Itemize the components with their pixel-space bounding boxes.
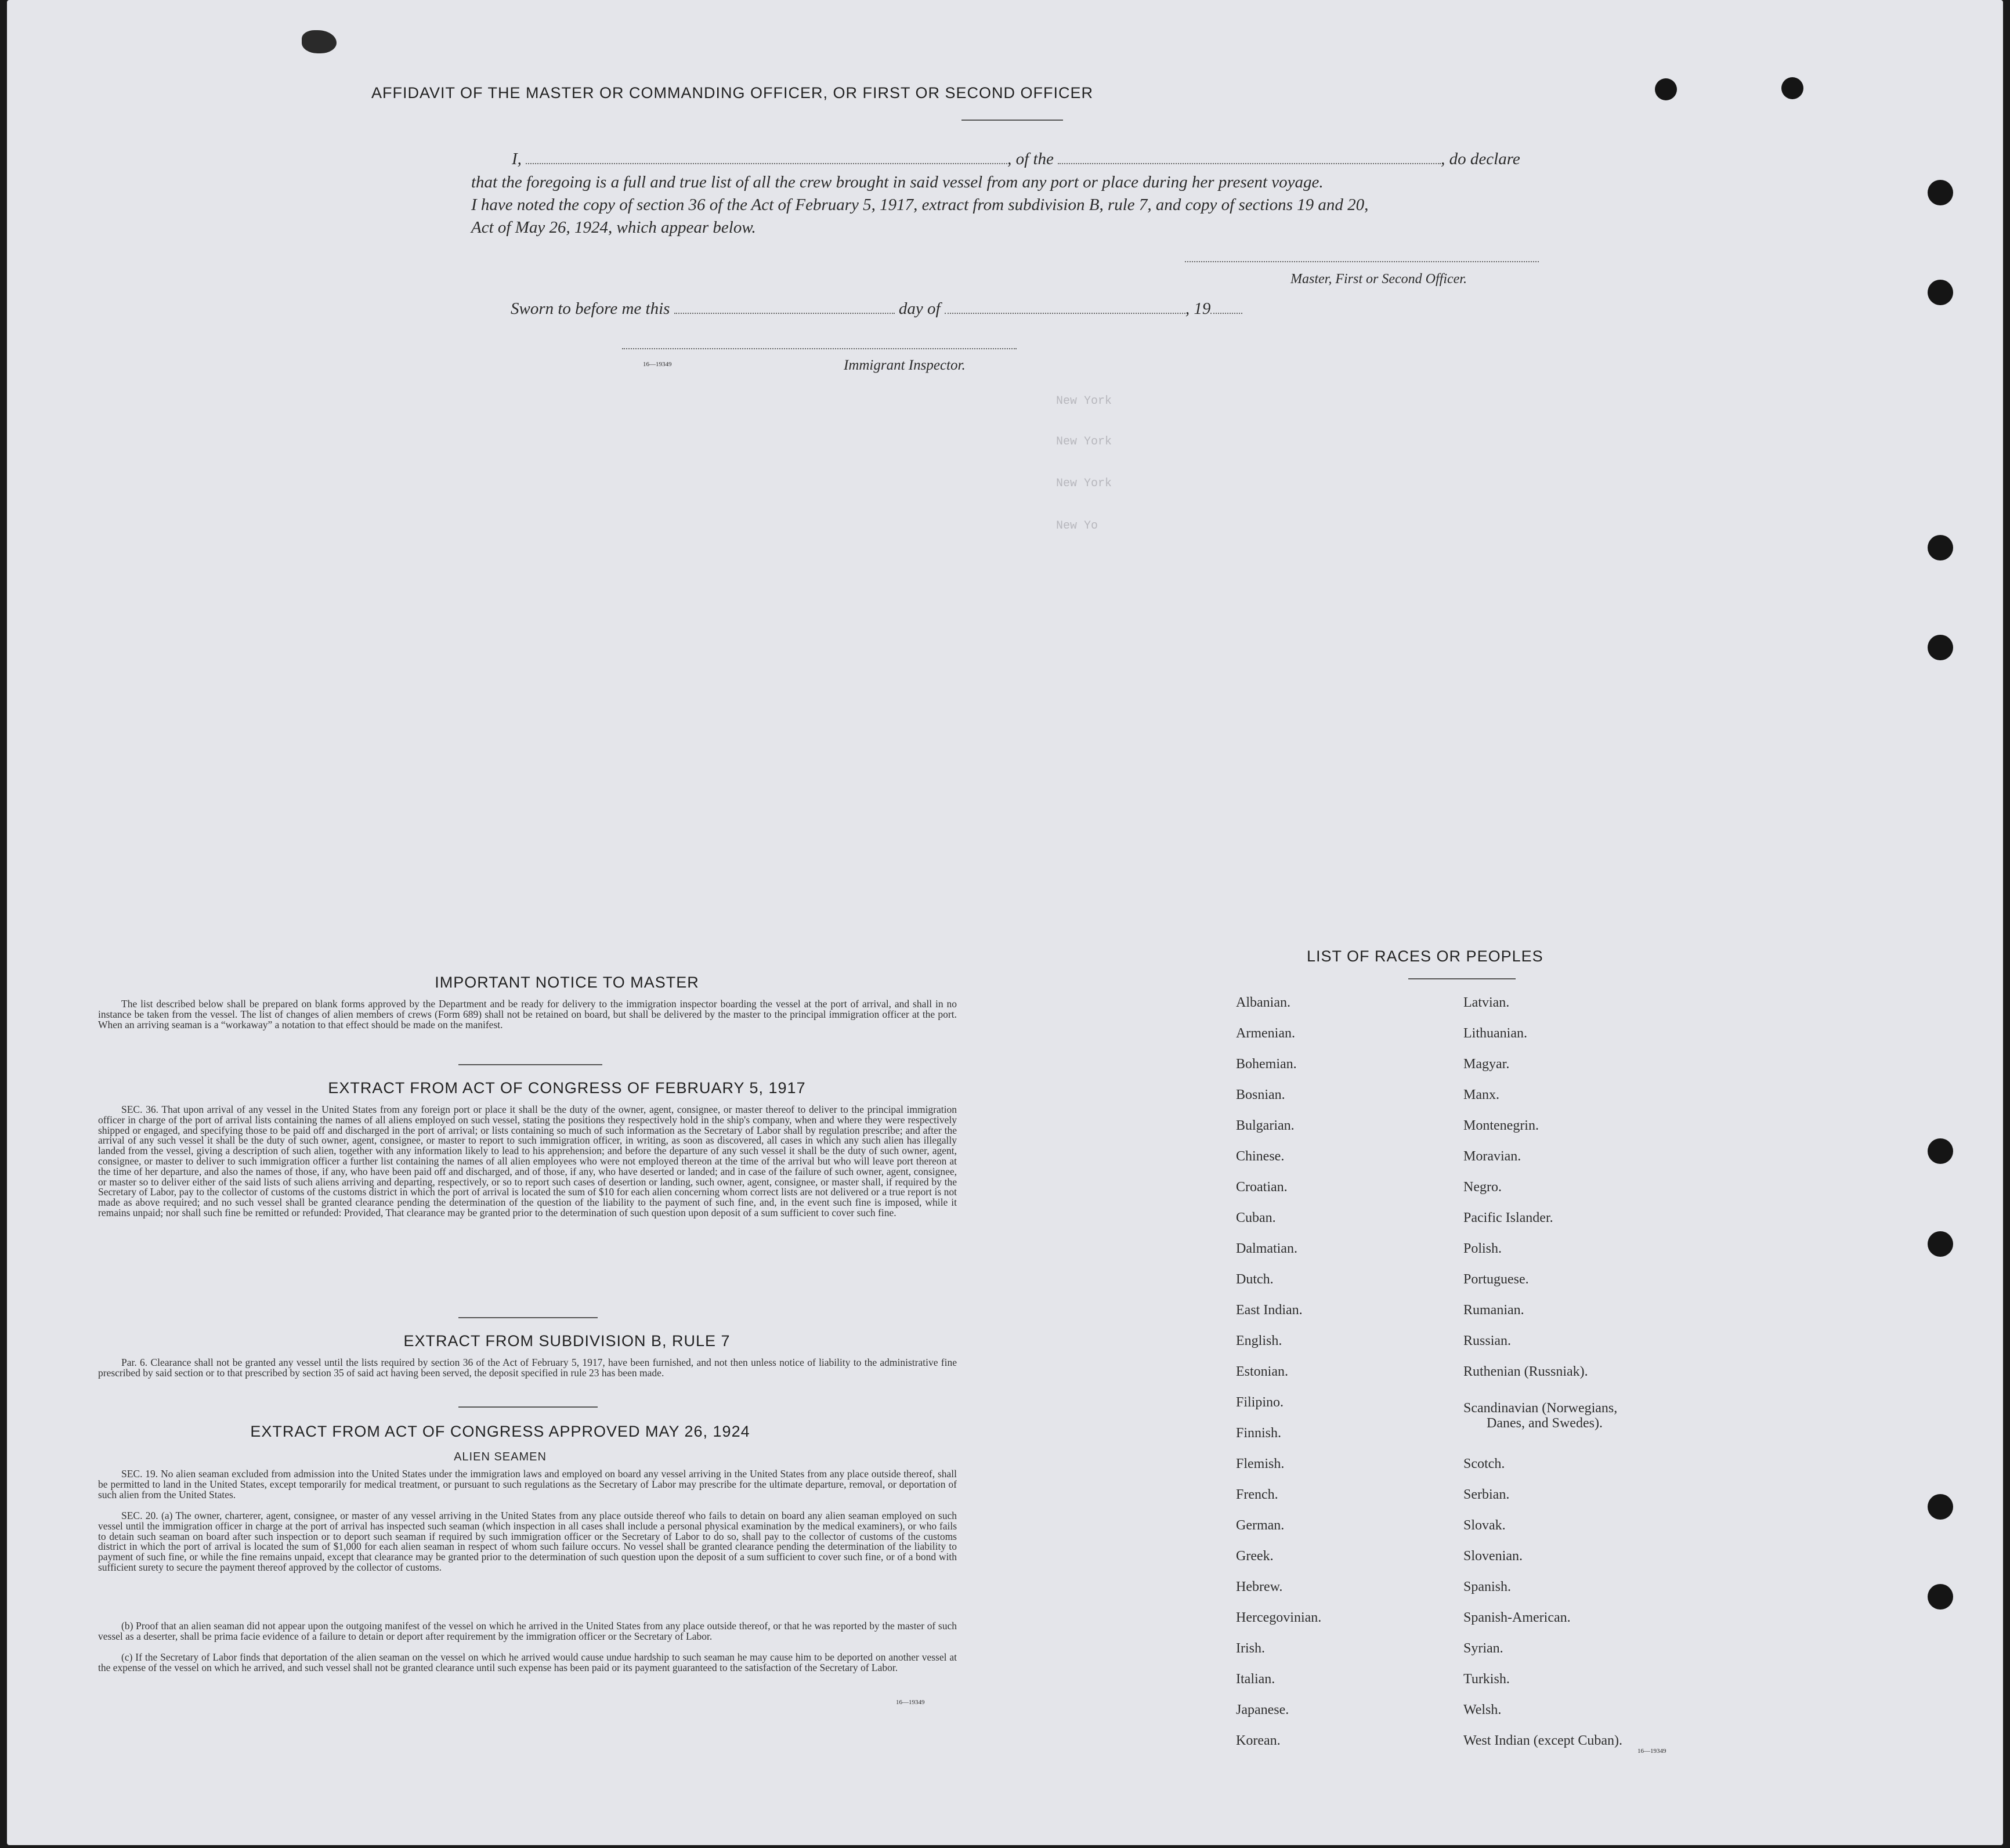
punch-hole xyxy=(1928,280,1953,305)
punch-hole xyxy=(1928,635,1953,660)
punch-hole xyxy=(1781,77,1803,99)
race-item: Greek. xyxy=(1236,1549,1274,1564)
race-item: Japanese. xyxy=(1236,1702,1289,1717)
sworn-day: day of xyxy=(898,299,941,318)
affidavit-line-3: I have noted the copy of section 36 of the Act of February 5, 1917, extract from subdivision B, rule 7, and copy of sections 19 and 20, xyxy=(471,196,1369,214)
notice-title: IMPORTANT NOTICE TO MASTER xyxy=(435,974,699,991)
race-item: Portuguese. xyxy=(1463,1272,1529,1287)
vessel-blank xyxy=(1058,163,1441,164)
affidavit-i: I, xyxy=(512,150,522,168)
punch-hole xyxy=(1928,1138,1953,1164)
punch-hole xyxy=(1928,1494,1953,1520)
races-title: LIST OF RACES OR PEOPLES xyxy=(1307,947,1543,965)
stamp-mark: New York xyxy=(1056,477,1112,490)
punch-hole xyxy=(1928,180,1953,205)
race-item: English. xyxy=(1236,1333,1282,1348)
race-item: Dalmatian. xyxy=(1236,1241,1297,1256)
divider xyxy=(458,1317,598,1318)
extract-1924-title: EXTRACT FROM ACT OF CONGRESS APPROVED MAY 26, 1924 xyxy=(250,1423,750,1440)
affidavit-line-4: Act of May 26, 1924, which appear below. xyxy=(471,218,756,237)
punch-hole xyxy=(1928,535,1953,560)
race-item: Chinese. xyxy=(1236,1149,1285,1164)
punch-hole xyxy=(1655,78,1677,100)
race-item: Turkish. xyxy=(1463,1672,1510,1687)
rule-7-title: EXTRACT FROM SUBDIVISION B, RULE 7 xyxy=(403,1332,731,1350)
race-item: Slovak. xyxy=(1463,1518,1506,1533)
divider xyxy=(458,1406,598,1408)
affidavit-line-2: that the foregoing is a full and true list of all the crew brought in said vessel from any port or place during her present voyage. xyxy=(471,173,1324,191)
alien-seamen-subtitle: ALIEN SEAMEN xyxy=(454,1451,547,1463)
punch-hole xyxy=(1928,1584,1953,1610)
race-item: Albanian. xyxy=(1236,995,1290,1010)
document-page xyxy=(7,0,2003,1845)
race-item: Syrian. xyxy=(1463,1641,1503,1656)
race-item: Manx. xyxy=(1463,1087,1499,1102)
race-item: Estonian. xyxy=(1236,1364,1288,1379)
race-item: French. xyxy=(1236,1487,1278,1502)
race-item: Bosnian. xyxy=(1236,1087,1285,1102)
race-item: East Indian. xyxy=(1236,1303,1303,1318)
race-item: Rumanian. xyxy=(1463,1303,1524,1318)
race-item: Magyar. xyxy=(1463,1057,1510,1072)
day-blank xyxy=(674,313,895,314)
form-number: 16—19349 xyxy=(1637,1748,1666,1755)
inspector-blank xyxy=(622,348,1017,349)
sec-19-text: SEC. 19. No alien seaman excluded from admission into the United States under the immigration laws and employed on board any vessel arriving in the United States from any place outside thereof, shall be permitted to land in the United States, except temporarily for medical treatment, or pursuant to such regulations as the Secretary of Labor may prescribe for the ultimate departure, removal, or deportation of such alien from the United States. xyxy=(98,1468,957,1500)
signature-blank xyxy=(1185,261,1539,262)
race-item: Armenian. xyxy=(1236,1026,1295,1041)
race-item: West Indian (except Cuban). xyxy=(1463,1733,1622,1748)
race-item: Spanish. xyxy=(1463,1579,1512,1594)
affidavit-line-1 xyxy=(512,150,1520,169)
notice-text: The list described below shall be prepared on blank forms approved by the Department and be ready for delivery to the immigration inspector boarding the vessel at the port of arrival, and shall in no instance be taken from the vessel. The list of changes of alien members of crews (Form 689) shall not be retained on board, but shall be delivered by the master to the principal immigration officer at the port. When an arriving seaman is a “workaway” a notation to that effect should be made on the manifest. xyxy=(98,998,957,1030)
race-item: Bohemian. xyxy=(1236,1057,1297,1072)
race-item: Croatian. xyxy=(1236,1180,1288,1195)
race-item: Danes, and Swedes). xyxy=(1487,1416,1603,1431)
race-item: Irish. xyxy=(1236,1641,1265,1656)
extract-1917-text: SEC. 36. That upon arrival of any vessel in the United States from any foreign port or place it shall be the duty of the owner, agent, consignee, or master thereof to deliver to the principal immigration officer in charge of the port of arrival lists containing the names of all aliens employed on such vessel, stating the positions they respectively hold in the ship's company, when and where they were respectively shipped or engaged, and specifying those to be paid off and discharged in the port of arrival; or lists containing so much of such information as the Secretary of Labor shall by regulation prescribe; and after the arrival of any such vessel it shall be the duty of such owner, agent, consignee, or master to report to such immigration officer, in writing, as soon as discovered, all cases in which any such alien has illegally landed from the vessel, giving a description of such alien, together with any information likely to lead to his apprehension; and before the departure of any such vessel it shall be the duty of such owner, agent, consignee, or master to deliver to such immigration officer a further list containing the names of all alien employees who were not employed thereon at the time of the arrival but who will leave port thereon at the time of her departure, and also the names of those, if any, who have been paid off and discharged, and of those, if any, who have deserted or landed; and in case of the failure of such owner, agent, consignee, or master so to deliver either of the said lists of such aliens arriving and departing, respectively, or so to report such cases of desertion or landing, such owner, agent, consignee, or master shall, if required by the Secretary of Labor, pay to the collector of customs of the customs district in which the port of arrival is located the sum of $10 for each alien concerning whom correct lists are not delivered or a true report is not made as above required; and no such vessel shall be granted clearance pending the determination of the question of the liability to the payment of such fine, and, in the event such fine is imposed, while it remains unpaid; nor shall such fine be remitted or refunded: Provided, That clearance may be granted prior to the determination of such question upon deposit of a sum sufficient to cover such fine. xyxy=(98,1104,957,1218)
divider xyxy=(458,1064,602,1065)
name-blank xyxy=(526,163,1007,164)
race-item: Dutch. xyxy=(1236,1272,1274,1287)
race-item: Polish. xyxy=(1463,1241,1502,1256)
race-item: Russian. xyxy=(1463,1333,1512,1348)
race-item: Scandinavian (Norwegians, xyxy=(1463,1401,1618,1416)
extract-1917-title: EXTRACT FROM ACT OF CONGRESS OF FEBRUARY 5, 1917 xyxy=(328,1079,806,1097)
month-blank xyxy=(945,313,1185,314)
divider xyxy=(961,120,1063,121)
year-blank xyxy=(1210,313,1242,314)
divider xyxy=(1408,978,1516,979)
race-item: Korean. xyxy=(1236,1733,1281,1748)
affidavit-of: , of the xyxy=(1007,150,1054,168)
stamp-mark: New York xyxy=(1056,395,1112,408)
race-item: Scotch. xyxy=(1463,1456,1505,1471)
sec-20b-text: (b) Proof that an alien seaman did not appear upon the outgoing manifest of the vessel on which he arrived in the United States from any place outside thereof, or that he was reported by the master of such vessel as a deserter, shall be prima facie evidence of a failure to detain or deport after requirement by the immigration officer or the Secretary of Labor. xyxy=(98,1620,957,1642)
race-item: Pacific Islander. xyxy=(1463,1210,1553,1225)
sec-20c-text: (c) If the Secretary of Labor finds that deportation of the alien seaman on the vessel on which he arrived would cause undue hardship to such seaman he may cause him to be deported on another vessel at the expense of the vessel on which he arrived, and such vessel shall not be granted clearance until such expense has been paid or its payment guaranteed to the satisfaction of the Secretary of Labor. xyxy=(98,1651,957,1673)
sworn-prefix: Sworn to before me this xyxy=(511,299,670,318)
race-item: Welsh. xyxy=(1463,1702,1502,1717)
race-item: Lithuanian. xyxy=(1463,1026,1527,1041)
race-item: Filipino. xyxy=(1236,1395,1284,1410)
affidavit-title: AFFIDAVIT OF THE MASTER OR COMMANDING OFFICER, OR FIRST OR SECOND OFFICER xyxy=(371,84,1094,102)
affidavit-declare: , do declare xyxy=(1441,150,1520,168)
inspector-label: Immigrant Inspector. xyxy=(844,357,966,373)
race-item: Cuban. xyxy=(1236,1210,1276,1225)
stamp-mark: New York xyxy=(1056,435,1112,449)
race-item: Negro. xyxy=(1463,1180,1502,1195)
race-item: Moravian. xyxy=(1463,1149,1521,1164)
race-item: German. xyxy=(1236,1518,1285,1533)
race-item: Finnish. xyxy=(1236,1426,1282,1441)
race-item: Spanish-American. xyxy=(1463,1610,1571,1625)
punch-hole xyxy=(1928,1231,1953,1257)
race-item: Serbian. xyxy=(1463,1487,1510,1502)
race-item: Bulgarian. xyxy=(1236,1118,1295,1133)
race-item: Hercegovinian. xyxy=(1236,1610,1322,1625)
stamp-mark: New Yo xyxy=(1056,519,1098,533)
ink-blot xyxy=(302,30,337,53)
race-item: Hebrew. xyxy=(1236,1579,1283,1594)
race-item: Flemish. xyxy=(1236,1456,1285,1471)
race-item: Ruthenian (Russniak). xyxy=(1463,1364,1588,1379)
sworn-line xyxy=(511,299,1242,319)
sworn-year: , 19 xyxy=(1185,299,1211,318)
form-number: 16—19349 xyxy=(896,1699,925,1706)
signature-label: Master, First or Second Officer. xyxy=(1290,272,1467,287)
race-item: Italian. xyxy=(1236,1672,1275,1687)
race-item: Slovenian. xyxy=(1463,1549,1523,1564)
race-item: Latvian. xyxy=(1463,995,1510,1010)
sec-20a-text: SEC. 20. (a) The owner, charterer, agent, consignee, or master of any vessel arriving in the United States from any place outside thereof who fails to detain on board any alien seaman employed on such vessel until the immigration officer in charge at the port of arrival has inspected such seaman (which inspection in all cases shall include a personal physical examination by the medical examiners), or who fails to detain such seaman on board after such inspection or to deport such seaman if required by such immigration officer or the Secretary of Labor to do so, shall pay to the collector of customs of the customs district in which the port of arrival is located the sum of $1,000 for each alien seaman in respect of whom such failure occurs. No vessel shall be granted clearance pending the determination of the liability to payment of such fine, or while the fine remains unpaid, except that clearance may be granted prior to the determination of such question upon the deposit of a sum sufficient to cover such fine, or of a bond with sufficient surety to secure the payment thereof approved by the collector of customs. xyxy=(98,1510,957,1573)
form-number: 16—19349 xyxy=(643,361,672,368)
rule-7-text: Par. 6. Clearance shall not be granted any vessel until the lists required by section 36 of the Act of February 5, 1917, have been furnished, and not then unless notice of liability to the administrative fine prescribed by said section or to that prescribed by section 35 of said act having been served, the deposit specified in rule 23 has been made. xyxy=(98,1357,957,1379)
race-item: Montenegrin. xyxy=(1463,1118,1539,1133)
